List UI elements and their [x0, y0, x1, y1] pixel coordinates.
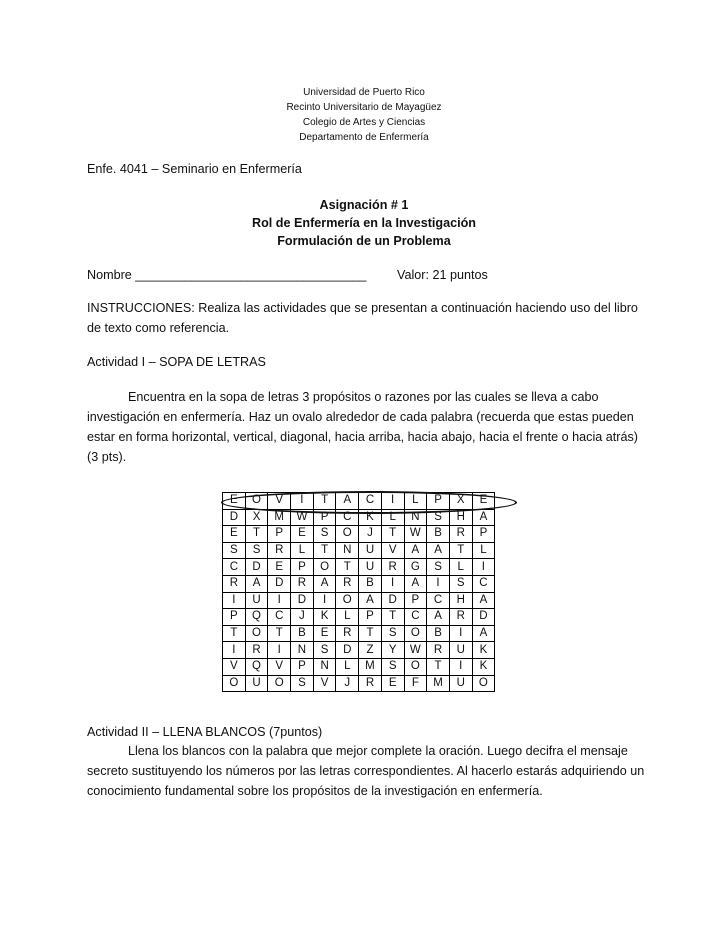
word-search-cell[interactable]: V — [313, 675, 336, 692]
word-search-cell[interactable]: U — [449, 642, 472, 659]
word-search-cell[interactable]: T — [449, 542, 472, 559]
word-search-row — [223, 542, 495, 559]
word-search-cell[interactable]: P — [427, 493, 450, 510]
word-search-cell[interactable]: O — [336, 592, 359, 609]
word-search-cell[interactable]: D — [472, 609, 495, 626]
word-search-cell[interactable]: S — [427, 559, 450, 576]
word-search-grid[interactable] — [222, 492, 495, 692]
word-search-cell[interactable]: L — [381, 509, 404, 526]
points-value: Valor: 21 puntos — [397, 268, 488, 282]
word-search-cell[interactable]: C — [359, 493, 382, 510]
word-search-cell[interactable]: T — [268, 625, 291, 642]
word-search-cell[interactable]: J — [291, 609, 314, 626]
word-search-cell[interactable]: I — [381, 575, 404, 592]
word-search-cell[interactable]: N — [404, 509, 427, 526]
word-search-row — [223, 658, 495, 675]
word-search-cell[interactable]: K — [313, 609, 336, 626]
word-search-cell[interactable]: V — [268, 493, 291, 510]
word-search-cell[interactable]: S — [223, 542, 246, 559]
word-search-cell[interactable]: O — [336, 526, 359, 543]
word-search-row — [223, 493, 495, 510]
word-search-cell[interactable]: A — [404, 542, 427, 559]
word-search-cell[interactable]: R — [381, 559, 404, 576]
word-search-cell[interactable]: G — [404, 559, 427, 576]
word-search-cell[interactable]: R — [449, 609, 472, 626]
word-search-cell[interactable]: R — [336, 575, 359, 592]
word-search-cell[interactable]: U — [359, 559, 382, 576]
word-search-cell[interactable]: P — [359, 609, 382, 626]
word-search-cell[interactable]: I — [268, 592, 291, 609]
word-search-cell[interactable]: P — [472, 526, 495, 543]
word-search-cell[interactable]: S — [427, 509, 450, 526]
word-search-cell[interactable]: P — [291, 658, 314, 675]
word-search-cell[interactable]: W — [404, 642, 427, 659]
word-search-cell[interactable]: I — [291, 493, 314, 510]
word-search-cell[interactable]: D — [223, 509, 246, 526]
word-search-cell[interactable]: H — [449, 509, 472, 526]
word-search-cell[interactable]: S — [381, 625, 404, 642]
department-name: Departamento de Enfermería — [299, 132, 429, 143]
activity1-title: Actividad I – SOPA DE LETRAS — [87, 355, 266, 369]
word-search-cell[interactable]: P — [268, 526, 291, 543]
word-search-cell[interactable]: R — [245, 642, 268, 659]
assignment-number: Asignación # 1 — [319, 198, 409, 212]
word-search-cell[interactable]: K — [359, 509, 382, 526]
word-search-row — [223, 625, 495, 642]
word-search-cell[interactable]: K — [472, 642, 495, 659]
word-search-cell[interactable]: I — [472, 559, 495, 576]
word-search-cell[interactable]: U — [359, 542, 382, 559]
word-search-cell[interactable]: E — [223, 526, 246, 543]
word-search-cell[interactable]: O — [245, 493, 268, 510]
word-search-cell[interactable]: A — [245, 575, 268, 592]
assignment-subtitle: Formulación de un Problema — [277, 234, 451, 248]
name-field-line[interactable]: Nombre _________________________________ — [87, 268, 367, 282]
word-search-cell[interactable]: S — [313, 526, 336, 543]
word-search-cell[interactable]: I — [223, 642, 246, 659]
word-search-cell[interactable]: P — [313, 509, 336, 526]
word-search-cell[interactable]: S — [245, 542, 268, 559]
word-search-cell[interactable]: R — [291, 575, 314, 592]
word-search-cell[interactable]: R — [336, 625, 359, 642]
word-search-cell[interactable]: L — [336, 609, 359, 626]
word-search-cell[interactable]: O — [223, 675, 246, 692]
word-search-cell[interactable]: J — [359, 526, 382, 543]
word-search-cell[interactable]: B — [427, 625, 450, 642]
word-search-cell[interactable]: T — [313, 542, 336, 559]
word-search-cell[interactable]: I — [381, 493, 404, 510]
word-search-cell[interactable]: A — [472, 592, 495, 609]
word-search-cell[interactable]: A — [336, 493, 359, 510]
word-search-cell[interactable]: V — [381, 542, 404, 559]
word-search-cell[interactable]: N — [336, 542, 359, 559]
word-search-cell[interactable]: C — [268, 609, 291, 626]
word-search-cell[interactable]: O — [268, 675, 291, 692]
word-search-cell[interactable]: E — [291, 526, 314, 543]
word-search-cell[interactable]: O — [472, 675, 495, 692]
word-search-cell[interactable]: M — [268, 509, 291, 526]
word-search-cell[interactable]: R — [427, 642, 450, 659]
word-search-cell[interactable]: D — [336, 642, 359, 659]
word-search-cell[interactable]: D — [245, 559, 268, 576]
word-search-cell[interactable]: S — [381, 658, 404, 675]
word-search-cell[interactable]: M — [359, 658, 382, 675]
word-search-cell[interactable]: E — [268, 559, 291, 576]
word-search-cell[interactable]: D — [381, 592, 404, 609]
word-search-cell[interactable]: J — [336, 675, 359, 692]
word-search-cell[interactable]: C — [336, 509, 359, 526]
word-search-cell[interactable]: Y — [381, 642, 404, 659]
word-search-cell[interactable]: R — [223, 575, 246, 592]
word-search-cell[interactable]: C — [223, 559, 246, 576]
word-search-cell[interactable]: I — [449, 658, 472, 675]
word-search-cell[interactable]: O — [404, 658, 427, 675]
word-search-cell[interactable]: A — [427, 542, 450, 559]
course-title: Enfe. 4041 – Seminario en Enfermería — [87, 162, 302, 176]
word-search-cell[interactable]: U — [245, 592, 268, 609]
word-search-cell[interactable]: T — [245, 526, 268, 543]
word-search-cell[interactable]: U — [449, 675, 472, 692]
word-search-row — [223, 526, 495, 543]
word-search-cell[interactable]: O — [245, 625, 268, 642]
word-search-cell[interactable]: L — [404, 493, 427, 510]
word-search-cell[interactable]: A — [404, 575, 427, 592]
word-search-cell[interactable]: L — [449, 559, 472, 576]
word-search-cell[interactable]: L — [291, 542, 314, 559]
word-search-cell[interactable]: U — [245, 675, 268, 692]
activity2-title: Actividad II – LLENA BLANCOS (7puntos) — [87, 725, 323, 739]
word-search-cell[interactable]: T — [381, 526, 404, 543]
word-search-cell[interactable]: W — [404, 526, 427, 543]
word-search-cell[interactable]: C — [472, 575, 495, 592]
word-search-cell[interactable]: A — [313, 575, 336, 592]
word-search-cell[interactable]: Q — [245, 609, 268, 626]
word-search-cell[interactable]: T — [427, 658, 450, 675]
word-search-cell[interactable]: A — [359, 592, 382, 609]
word-search-cell[interactable]: I — [427, 575, 450, 592]
word-search-row — [223, 575, 495, 592]
word-search-cell[interactable]: A — [472, 509, 495, 526]
word-search-row — [223, 675, 495, 692]
word-search-cell[interactable]: X — [245, 509, 268, 526]
word-search-cell[interactable]: F — [404, 675, 427, 692]
word-search-row — [223, 509, 495, 526]
word-search-cell[interactable]: T — [336, 559, 359, 576]
word-search-cell[interactable]: D — [268, 575, 291, 592]
word-search-row — [223, 592, 495, 609]
activity1-text: Encuentra en la sopa de letras 3 propósitos o razones por las cuales se lleva a cabo investigación en enfermería. Haz un ovalo alrededor de cada palabra (recuerda que estas pueden estar en forma horizontal, vertical, diagonal, hacia arriba, hacia abajo, hacia el frente o hacia atrás)(3 pts). — [87, 390, 638, 464]
word-search-cell[interactable]: R — [268, 542, 291, 559]
word-search-cell[interactable]: B — [291, 625, 314, 642]
word-search-cell[interactable]: T — [223, 625, 246, 642]
word-search-cell[interactable]: B — [359, 575, 382, 592]
word-search-cell[interactable]: I — [223, 592, 246, 609]
word-search-cell[interactable]: S — [449, 575, 472, 592]
word-search-cell[interactable]: V — [268, 658, 291, 675]
word-search-cell[interactable]: Q — [245, 658, 268, 675]
word-search-cell[interactable]: M — [427, 675, 450, 692]
word-search-cell[interactable]: H — [449, 592, 472, 609]
word-search-row — [223, 642, 495, 659]
word-search-cell[interactable]: O — [313, 559, 336, 576]
word-search-cell[interactable]: P — [223, 609, 246, 626]
word-search-cell[interactable]: A — [472, 625, 495, 642]
word-search-cell[interactable]: R — [359, 675, 382, 692]
word-search-cell[interactable]: S — [313, 642, 336, 659]
word-search-cell[interactable]: D — [291, 592, 314, 609]
word-search-cell[interactable]: B — [427, 526, 450, 543]
instructions: INSTRUCCIONES: Realiza las actividades que se presentan a continuación haciendo uso del libro de texto como referencia. — [87, 301, 638, 335]
word-search-cell[interactable]: L — [336, 658, 359, 675]
college-name: Colegio de Artes y Ciencias — [302, 117, 426, 128]
word-search-row — [223, 609, 495, 626]
word-search-cell[interactable]: C — [404, 609, 427, 626]
word-search-cell[interactable]: S — [291, 675, 314, 692]
university-name: Universidad de Puerto Rico — [303, 87, 425, 98]
word-search-row — [223, 559, 495, 576]
word-search-cell[interactable]: V — [223, 658, 246, 675]
word-search-cell[interactable]: N — [291, 642, 314, 659]
word-search-cell[interactable]: X — [449, 493, 472, 510]
word-search-cell[interactable]: K — [472, 658, 495, 675]
word-search-cell[interactable]: Z — [359, 642, 382, 659]
word-search-cell[interactable]: P — [404, 592, 427, 609]
word-search-cell[interactable]: T — [381, 609, 404, 626]
word-search-cell[interactable]: E — [313, 625, 336, 642]
word-search-cell[interactable]: O — [404, 625, 427, 642]
word-search-cell[interactable]: N — [313, 658, 336, 675]
word-search-cell[interactable]: P — [291, 559, 314, 576]
word-search-cell[interactable]: W — [291, 509, 314, 526]
word-search-cell[interactable]: I — [268, 642, 291, 659]
word-search-cell[interactable]: I — [449, 625, 472, 642]
assignment-title: Rol de Enfermería en la Investigación — [252, 216, 476, 230]
word-search-cell[interactable]: T — [313, 493, 336, 510]
word-search-cell[interactable]: A — [427, 609, 450, 626]
activity2-text: Llena los blancos con la palabra que mejor complete la oración. Luego decifra el mensaje secreto sustituyendo los números por las letras correspondientes. Al hacerlo estarás adquiriendo un conocimiento fundamental sobre los propósitos de la investigación en enfermería. — [87, 744, 645, 798]
campus-name: Recinto Universitario de Mayagüez — [286, 102, 442, 113]
word-search-cell[interactable]: E — [472, 493, 495, 510]
word-search-cell[interactable]: C — [427, 592, 450, 609]
word-search-cell[interactable]: T — [359, 625, 382, 642]
word-search-cell[interactable]: I — [313, 592, 336, 609]
word-search-cell[interactable]: R — [449, 526, 472, 543]
institution-header — [0, 85, 728, 145]
word-search-cell[interactable]: E — [381, 675, 404, 692]
word-search-cell[interactable]: L — [472, 542, 495, 559]
word-search-cell[interactable]: E — [223, 493, 246, 510]
